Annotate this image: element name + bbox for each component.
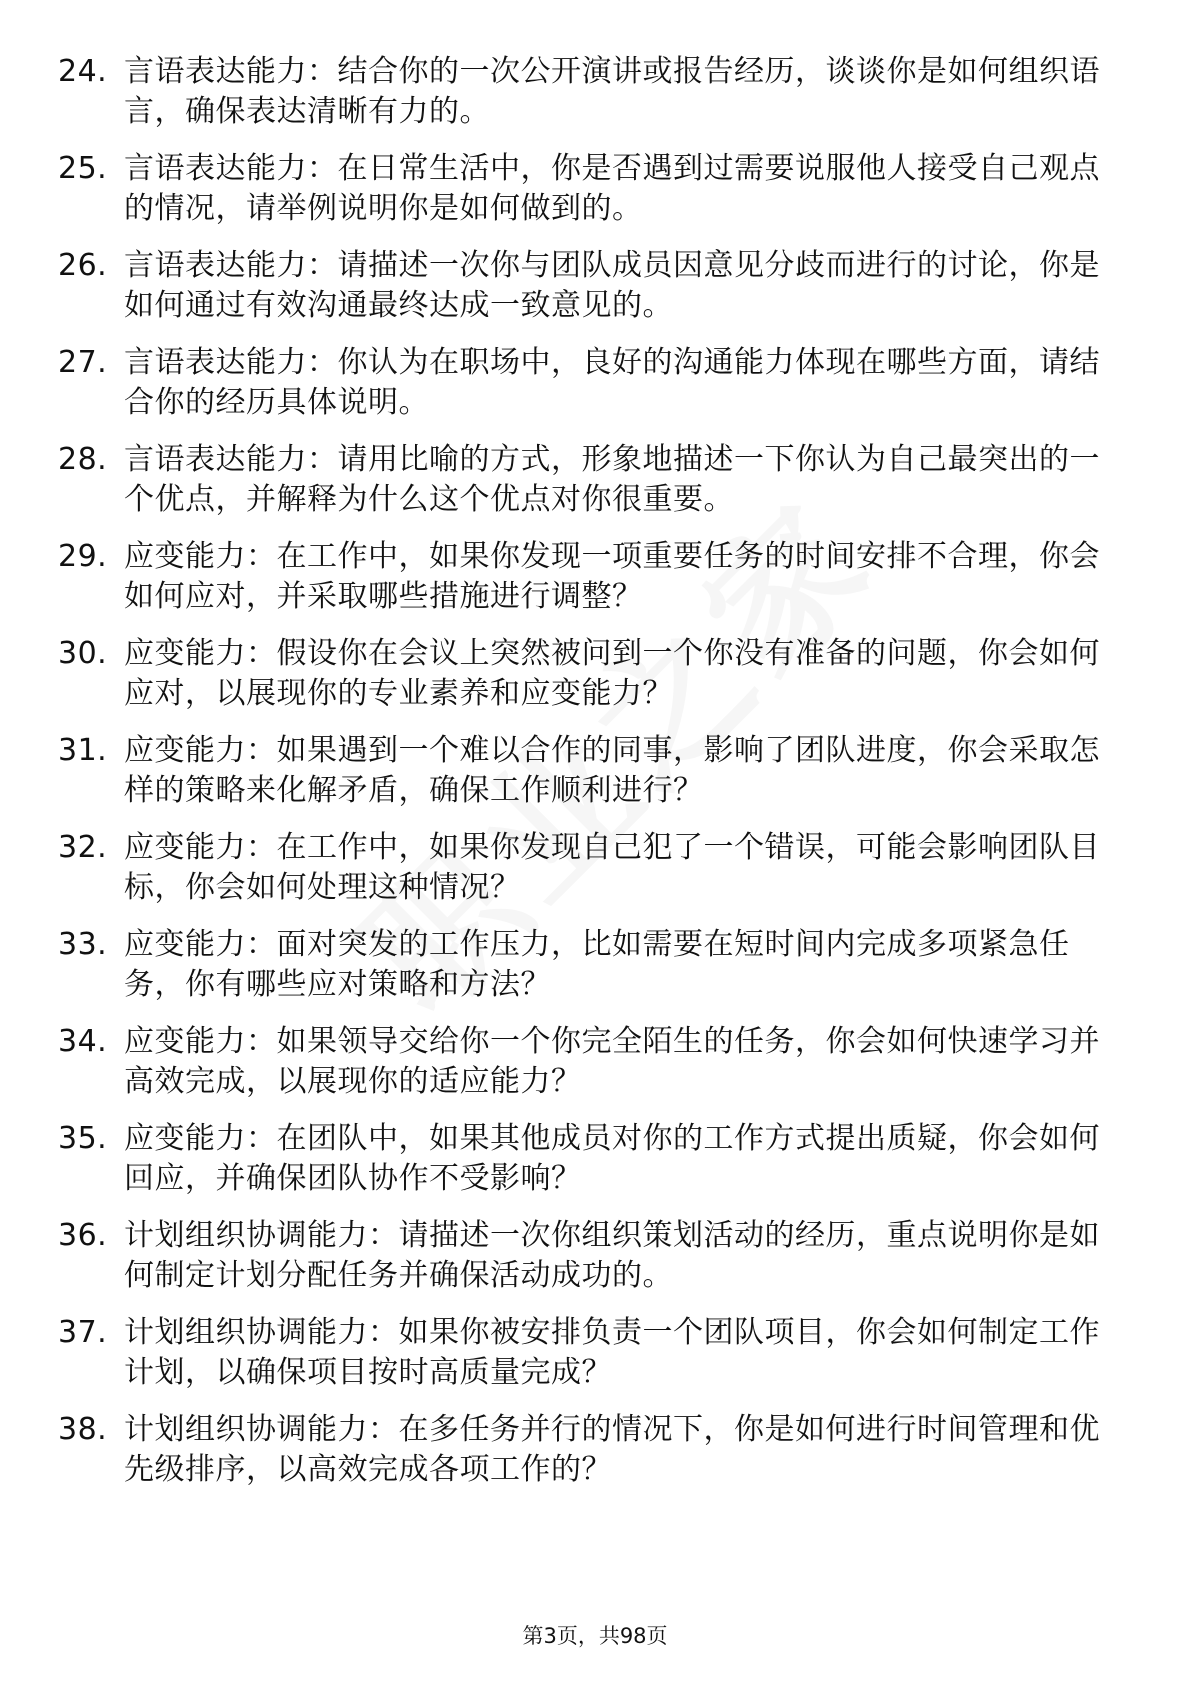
question-item [58, 246, 1118, 326]
page-footer: 第3页，共98页 [522, 1624, 668, 1648]
question-number: 32. [58, 830, 108, 865]
question-item [58, 731, 1118, 811]
question-number: 36. [58, 1218, 108, 1253]
question-number: 37. [58, 1315, 108, 1350]
question-item [58, 925, 1118, 1005]
question-item [58, 52, 1118, 132]
question-text: 应变能力：如果遇到一个难以合作的同事，影响了团队进度，你会采取怎样的策略来化解矛盾，确保工作顺利进行？ [124, 733, 1100, 808]
question-text: 应变能力：面对突发的工作压力，比如需要在短时间内完成多项紧急任务，你有哪些应对策略和方法？ [124, 927, 1070, 1002]
question-item [58, 634, 1118, 714]
question-text: 应变能力：如果领导交给你一个你完全陌生的任务，你会如何快速学习并高效完成，以展现你的适应能力？ [124, 1024, 1100, 1099]
question-number: 38. [58, 1412, 108, 1447]
question-number: 30. [58, 636, 108, 671]
question-number: 35. [58, 1121, 108, 1156]
question-text: 言语表达能力：在日常生活中，你是否遇到过需要说服他人接受自己观点的情况，请举例说明你是如何做到的。 [124, 151, 1100, 226]
question-text: 言语表达能力：请描述一次你与团队成员因意见分歧而进行的讨论，你是如何通过有效沟通最终达成一致意见的。 [124, 248, 1100, 323]
question-text: 应变能力：假设你在会议上突然被问到一个你没有准备的问题，你会如何应对，以展现你的专业素养和应变能力？ [124, 636, 1100, 711]
question-number: 29. [58, 539, 108, 574]
question-number: 28. [58, 442, 108, 477]
question-text: 计划组织协调能力：在多任务并行的情况下，你是如何进行时间管理和优先级排序，以高效完成各项工作的？ [124, 1412, 1100, 1487]
question-number: 31. [58, 733, 108, 768]
question-item [58, 1410, 1118, 1490]
question-text: 应变能力：在团队中，如果其他成员对你的工作方式提出质疑，你会如何回应，并确保团队协作不受影响？ [124, 1121, 1100, 1196]
question-number: 27. [58, 345, 108, 380]
question-text: 言语表达能力：结合你的一次公开演讲或报告经历，谈谈你是如何组织语言，确保表达清晰有力的。 [124, 54, 1100, 129]
question-item [58, 537, 1118, 617]
question-text: 应变能力：在工作中，如果你发现一项重要任务的时间安排不合理，你会如何应对，并采取哪些措施进行调整？ [124, 539, 1100, 614]
question-text: 计划组织协调能力：如果你被安排负责一个团队项目，你会如何制定工作计划，以确保项目按时高质量完成？ [124, 1315, 1100, 1390]
question-number: 34. [58, 1024, 108, 1059]
question-item [58, 828, 1118, 908]
question-list [58, 52, 1118, 1507]
question-text: 应变能力：在工作中，如果你发现自己犯了一个错误，可能会影响团队目标，你会如何处理这种情况？ [124, 830, 1100, 905]
question-item [58, 1022, 1118, 1102]
question-item [58, 1119, 1118, 1199]
question-text: 言语表达能力：请用比喻的方式，形象地描述一下你认为自己最突出的一个优点，并解释为什么这个优点对你很重要。 [124, 442, 1100, 517]
question-item [58, 1313, 1118, 1393]
question-item [58, 149, 1118, 229]
question-item [58, 1216, 1118, 1296]
question-item [58, 440, 1118, 520]
question-text: 言语表达能力：你认为在职场中，良好的沟通能力体现在哪些方面，请结合你的经历具体说明。 [124, 345, 1100, 420]
question-number: 24. [58, 54, 108, 89]
question-item [58, 343, 1118, 423]
question-text: 计划组织协调能力：请描述一次你组织策划活动的经历，重点说明你是如何制定计划分配任务并确保活动成功的。 [124, 1218, 1100, 1293]
question-number: 26. [58, 248, 108, 283]
question-number: 25. [58, 151, 108, 186]
question-number: 33. [58, 927, 108, 962]
